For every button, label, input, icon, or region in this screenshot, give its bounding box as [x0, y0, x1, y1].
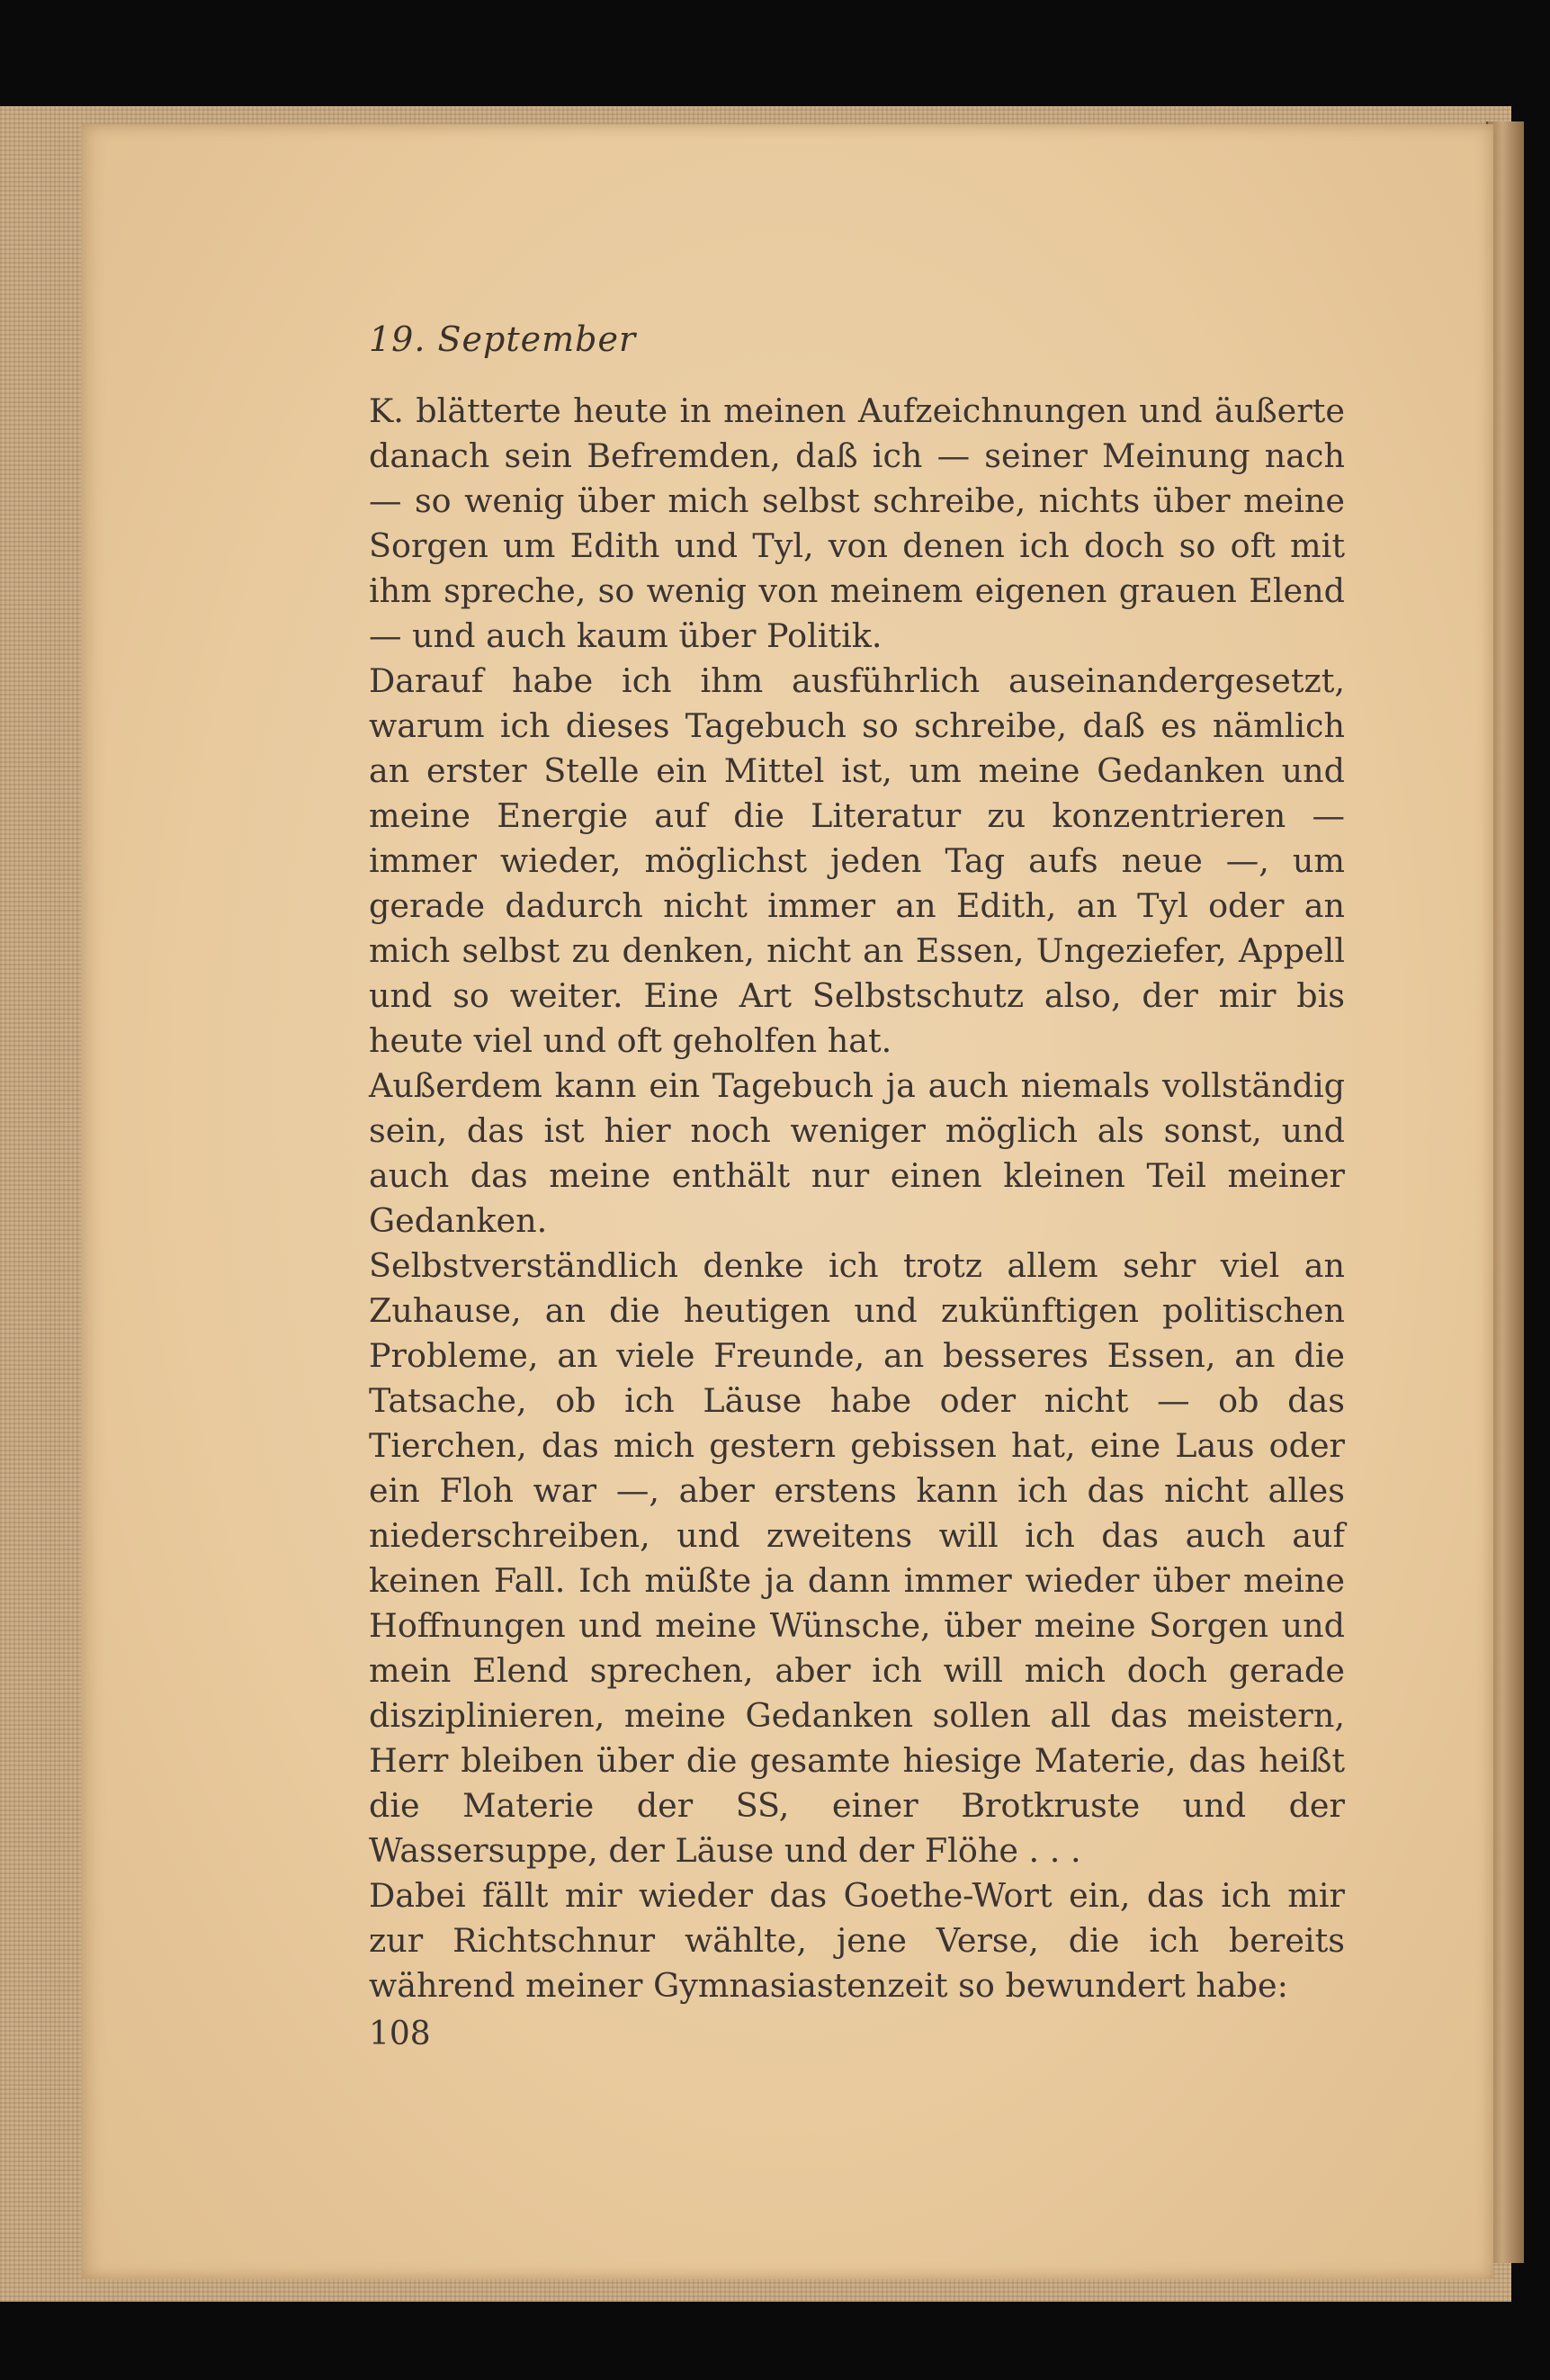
paragraph: Selbstverständlich denke ich trotz allem sehr viel an Zuhause, an die heutigen und zukünftigen politischen Probleme, an viele Freunde, an besseres Essen, an die Tatsache, ob ich Läuse habe oder nicht — ob das Tierchen, das mich gestern gebissen hat, eine Laus oder ein Floh war —, aber erstens kann ich das nicht alles niederschreiben, und zweitens will ich das auch auf keinen Fall. Ich müßte ja dann immer wieder über meine Hoffnungen und meine Wünsche, über meine Sorgen und mein Elend sprechen, aber ich will mich doch gerade disziplinieren, meine Gedanken sollen all das meistern, Herr bleiben über die gesamte hiesige Materie, das heißt die Materie der SS, einer Brotkruste und der Wassersuppe, der Läuse und der Flöhe . . . [369, 1246, 1345, 1870]
paragraph: K. blätterte heute in meinen Aufzeichnungen und äußerte danach sein Befremden, daß ich — seiner Meinung nach — so wenig über mich selbst schreibe, nichts über meine Sorgen um Edith und Tyl, von denen ich doch so oft mit ihm spreche, so wenig von meinem eigenen grauen Elend — und auch kaum über Politik. [369, 391, 1345, 655]
paragraph: Dabei fällt mir wieder das Goethe-Wort ein, das ich mir zur Richtschnur wählte, jene Verse, die ich bereits während meiner Gymnasiastenzeit so bewundert habe: [369, 1876, 1345, 2005]
paragraph: Darauf habe ich ihm ausführlich auseinandergesetzt, warum ich dieses Tagebuch so schreibe, daß es nämlich an erster Stelle ein Mittel ist, um meine Gedanken und meine Energie auf die Literatur zu konzentrieren — immer wieder, möglichst jeden Tag aufs neue —, um gerade dadurch nicht immer an Edith, an Tyl oder an mich selbst zu denken, nicht an Essen, Ungeziefer, Appell und so weiter. Eine Art Selbstschutz also, der mir bis heute viel und oft geholfen hat. [369, 661, 1345, 1060]
paragraph: Außerdem kann ein Tagebuch ja auch niemals vollständig sein, das ist hier noch weniger möglich als sonst, und auch das meine enthält nur einen kleinen Teil meiner Gedanken. [369, 1066, 1345, 1240]
page-number: 108 [369, 2016, 431, 2052]
entry-body [369, 389, 1345, 2008]
entry-date-heading: 19. September [369, 319, 637, 359]
